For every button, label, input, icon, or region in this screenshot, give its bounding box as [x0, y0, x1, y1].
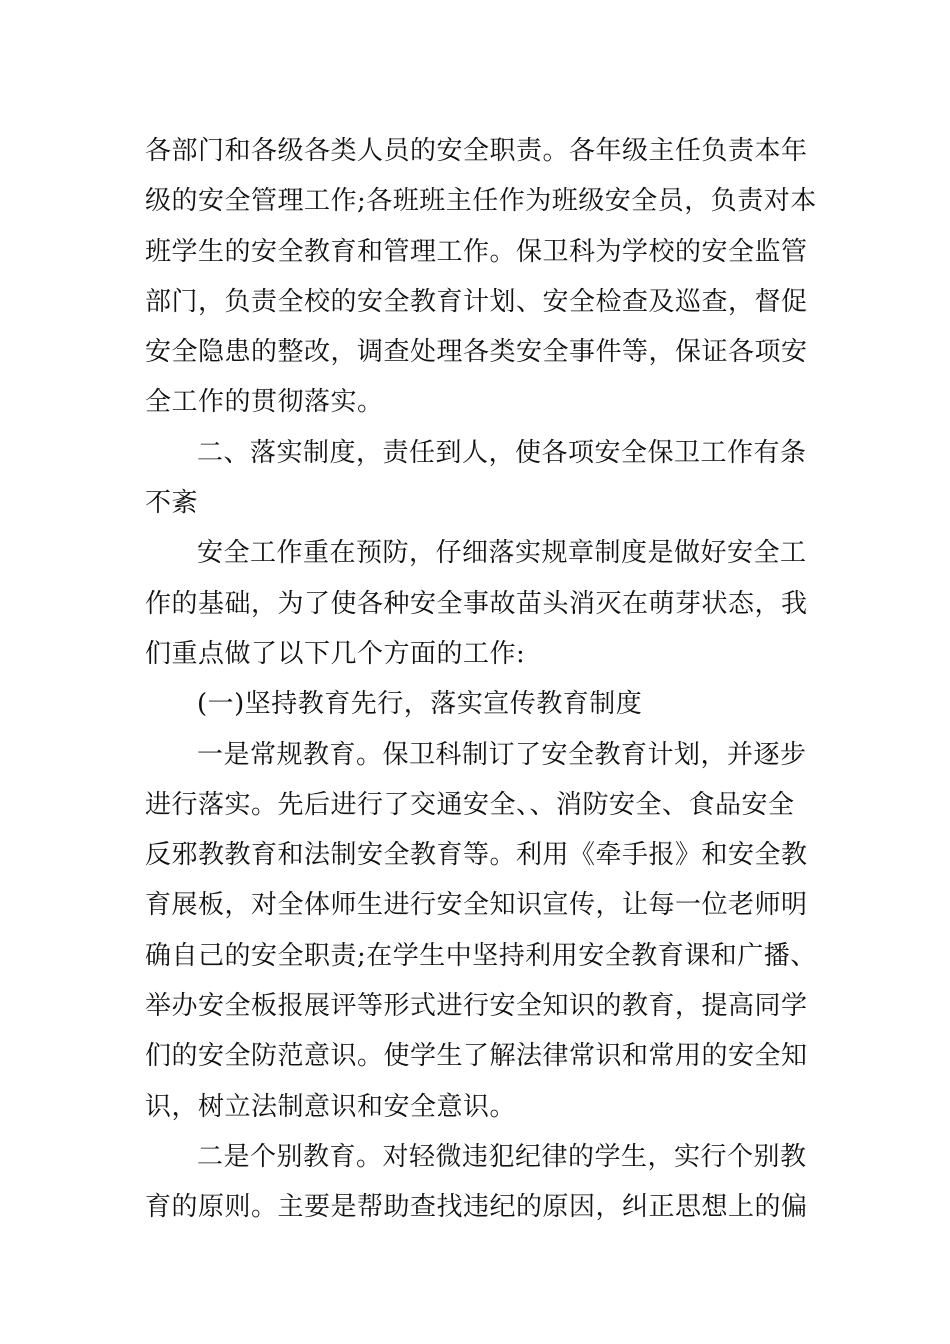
text-line: 育展板，对全体师生进行安全知识宣传，让每一位老师明 [145, 890, 808, 921]
text-line: 育的原则。主要是帮助查找违纪的原因，纠正思想上的偏 [145, 1192, 808, 1223]
text-line: (一)坚持教育先行，落实宣传教育制度 [197, 689, 643, 720]
section-heading-two [145, 428, 807, 529]
text-line: 作的基础，为了使各种安全事故苗头消灭在萌芽状态，我 [145, 588, 808, 619]
text-line: 不紊 [145, 488, 199, 519]
text-line: 部门，负责全校的安全教育计划、安全检查及巡查，督促 [145, 286, 808, 317]
body-text [145, 126, 817, 1233]
text-line: 们重点做了以下几个方面的工作: [145, 638, 526, 669]
text-line: 进行落实。先后进行了交通安全、、消防安全、食品安全 [145, 789, 795, 820]
text-line: 反邪教教育和法制安全教育等。利用《牵手报》和安全教 [145, 840, 808, 871]
subheading-education-first [145, 679, 807, 729]
text-line: 各部门和各级各类人员的安全职责。各年级主任负责本年 [145, 136, 808, 166]
text-line: 级的安全管理工作;各班班主任作为班级安全员，负责对本 [145, 186, 817, 217]
text-line: 举办安全板报展评等形式进行安全知识的教育，提高同学 [145, 991, 808, 1022]
text-line: 们的安全防范意识。使学生了解法律常识和常用的安全知 [145, 1041, 808, 1072]
text-line: 识，树立法制意识和安全意识。 [145, 1091, 517, 1122]
text-line: 二是个别教育。对轻微违犯纪律的学生，实行个别教 [197, 1141, 807, 1172]
text-line: 一是常规教育。保卫科制订了安全教育计划，并逐步 [197, 739, 807, 770]
paragraph-individual-education [145, 1132, 807, 1233]
text-line: 确自己的安全职责;在学生中坚持利用安全教育课和广播、 [145, 940, 817, 971]
paragraph-routine-education [145, 730, 817, 1132]
paragraph-prevention [145, 528, 807, 679]
paragraph-duties [145, 126, 817, 428]
text-line: 全工作的贯彻落实。 [145, 387, 384, 418]
text-line: 二、落实制度，责任到人，使各项安全保卫工作有条 [197, 437, 807, 468]
text-line: 班学生的安全教育和管理工作。保卫科为学校的安全监管 [145, 236, 808, 267]
text-line: 安全工作重在预防，仔细落实规章制度是做好安全工 [197, 538, 807, 569]
text-line: 安全隐患的整改，调查处理各类安全事件等，保证各项安 [145, 337, 808, 368]
